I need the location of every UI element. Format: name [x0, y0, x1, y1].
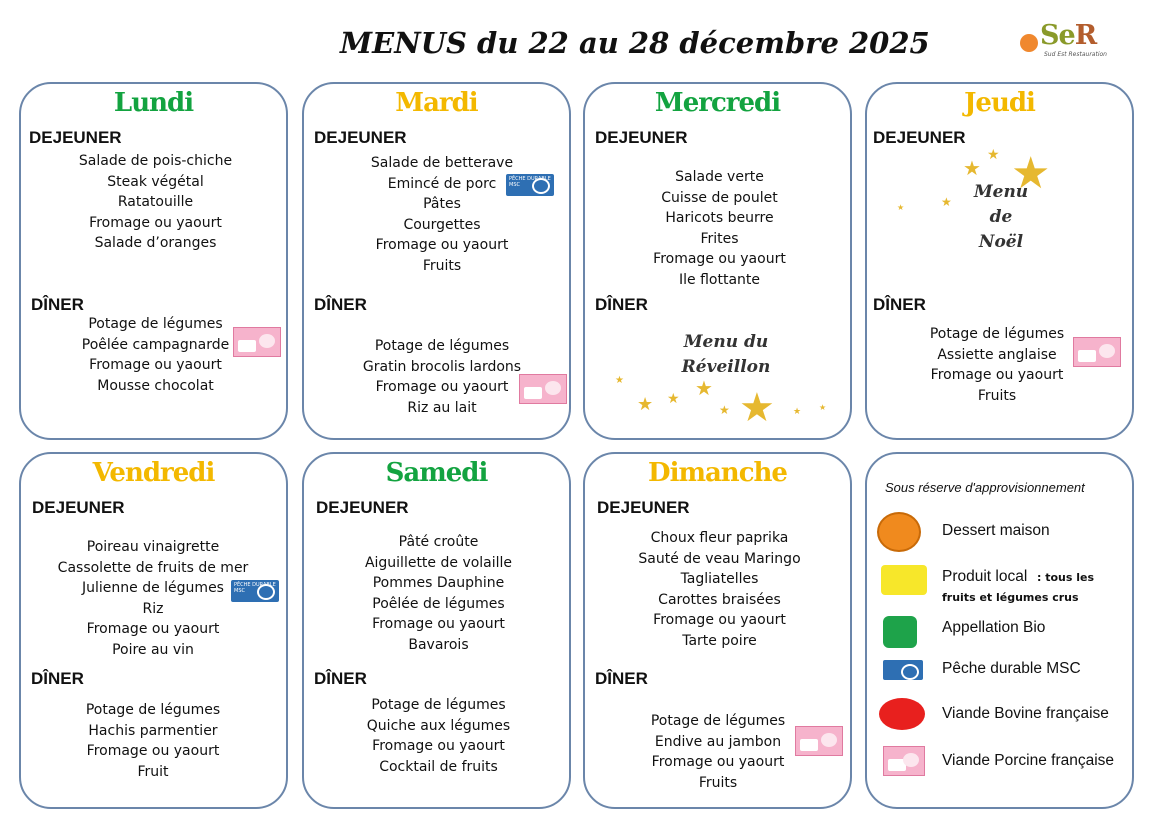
star-icon: ★: [615, 375, 624, 386]
menu-item: Fromage ou yaourt: [89, 357, 222, 373]
reveillon-decoration: [607, 324, 847, 436]
star-icon: ★: [695, 376, 713, 400]
day-card-mercredi: [583, 82, 852, 440]
star-icon: ★: [667, 391, 680, 407]
day-title: Samedi: [385, 458, 488, 488]
menu-item: Pâté croûte: [398, 534, 479, 550]
menu-item: Fruits: [422, 257, 462, 274]
menu-item: Mousse chocolat: [97, 377, 214, 394]
legend-note: : tous les: [1037, 571, 1095, 584]
viande-porcine-icon: [1073, 337, 1121, 367]
day-card-samedi: [302, 452, 571, 809]
logo-tagline: Sud Est Restauration: [1044, 51, 1107, 58]
bovine-icon: [879, 698, 925, 730]
menu-item: Haricots beurre: [665, 210, 774, 226]
menu-item: Tagliatelles: [680, 571, 759, 587]
menu-item: Poireau vinaigrette: [86, 539, 220, 555]
legend-label: Produit local: [942, 568, 1028, 585]
menu-item: Fromage ou yaourt: [372, 616, 505, 632]
menu-item: Steak végétal: [107, 173, 204, 190]
lunch-label: DEJEUNER: [29, 128, 122, 147]
legend-label: Appellation Bio: [942, 619, 1046, 636]
star-icon: ★: [987, 147, 1000, 163]
reveillon-line: Réveillon: [681, 357, 771, 377]
menu-item: Cassolette de fruits de mer: [57, 559, 249, 576]
menu-item: Sauté de veau Maringo: [638, 550, 801, 567]
menu-item: Salade verte: [675, 169, 764, 185]
msc-icon: PÊCHE DURABLE MSC: [506, 174, 554, 196]
noel-line: de: [989, 207, 1013, 227]
menu-item: Poire au vin: [112, 641, 194, 658]
star-icon: ★: [941, 195, 952, 209]
menu-item: Potage de légumes: [88, 316, 223, 332]
lunch-label: DEJEUNER: [32, 498, 125, 517]
menu-item: Choux fleur paprika: [650, 530, 789, 546]
dinner-label: DÎNER: [595, 669, 648, 688]
menu-item: Courgettes: [403, 216, 481, 233]
star-icon: ★: [897, 203, 905, 212]
day-card-mardi: [302, 82, 571, 440]
logo-fruit-icon: [1020, 34, 1038, 52]
menu-item: Salade de pois-chiche: [78, 153, 233, 169]
lunch-label: DEJEUNER: [873, 128, 966, 147]
menu-item: Fromage ou yaourt: [653, 251, 786, 267]
star-icon: ★: [637, 394, 654, 415]
dinner-label: DÎNER: [314, 669, 367, 688]
porcine-icon: [883, 746, 925, 776]
lunch-list: [21, 151, 290, 254]
menu-item: Julienne de légumes: [82, 580, 224, 596]
menu-item: Bavarois: [408, 636, 469, 653]
menu-item: Frites: [700, 230, 739, 247]
menu-item: Pommes Dauphine: [372, 575, 505, 591]
menu-item: Emincé de porc: [387, 175, 497, 192]
day-title: Mercredi: [654, 88, 781, 118]
noel-line: Menu: [973, 182, 1029, 202]
menu-item: Potage de légumes: [650, 713, 786, 729]
day-card-vendredi: [19, 452, 288, 809]
legend-label: Pêche durable MSC: [942, 660, 1081, 677]
day-card-dimanche: [583, 452, 852, 809]
menu-item: Hachis parmentier: [88, 722, 218, 739]
page-title: MENUS du 22 au 28 décembre 2025: [340, 26, 930, 60]
menu-item: Riz au lait: [407, 399, 477, 416]
menu-item: Assiette anglaise: [937, 346, 1057, 363]
menu-item: Quiche aux légumes: [366, 717, 511, 734]
ser-logo: [1016, 20, 1131, 60]
menu-item: Ratatouille: [117, 194, 194, 210]
menu-item: Fromage ou yaourt: [86, 743, 220, 759]
viande-porcine-icon: [233, 327, 281, 357]
dinner-list: [21, 700, 285, 782]
star-icon: ★: [719, 403, 730, 417]
dinner-label: DÎNER: [31, 295, 84, 314]
menu-item: Poêlée de légumes: [372, 595, 505, 612]
logo-brand-b: R: [1074, 20, 1097, 51]
menu-item: Tarte poire: [682, 632, 757, 649]
menu-item: Fromage ou yaourt: [375, 237, 509, 253]
day-title: Jeudi: [964, 88, 1035, 118]
noel-line: Noël: [978, 232, 1024, 252]
legend-title: Sous réserve d'approvisionnement: [885, 480, 1085, 495]
menu-item: Salade d’oranges: [94, 235, 217, 251]
day-card-jeudi: [865, 82, 1134, 440]
menu-item: Fromage ou yaourt: [89, 214, 222, 231]
lunch-label: DEJEUNER: [597, 498, 690, 517]
legend-card: [865, 452, 1134, 809]
day-card-lundi: [19, 82, 288, 440]
star-icon: ★: [963, 156, 981, 180]
dinner-label: DÎNER: [314, 295, 367, 314]
menu-item: Fromage ou yaourt: [651, 754, 785, 770]
dinner-label: DÎNER: [31, 669, 84, 688]
dinner-label: DÎNER: [595, 295, 648, 314]
msc-icon: PÊCHE DURABLE MSC: [231, 580, 279, 602]
bio-icon: [883, 616, 917, 648]
day-title: Vendredi: [92, 458, 215, 488]
viande-porcine-icon: [795, 726, 843, 756]
dessert-maison-icon: [877, 512, 921, 552]
star-icon: ★: [1011, 148, 1051, 199]
menu-item: Gratin brocolis lardons: [362, 358, 522, 375]
star-icon: ★: [739, 385, 775, 431]
menu-item: Aiguillette de volaille: [364, 554, 513, 571]
menu-item: Cuisse de poulet: [661, 189, 778, 206]
noel-decoration: [891, 148, 1071, 258]
menu-item: Salade de betterave: [370, 155, 514, 171]
menu-item: Fruits: [977, 387, 1017, 404]
menu-item: Potage de légumes: [371, 697, 506, 713]
menu-item: Riz: [142, 600, 164, 617]
lunch-label: DEJEUNER: [316, 498, 409, 517]
menu-item: Endive au jambon: [654, 733, 782, 750]
menu-item: Ile flottante: [679, 271, 760, 288]
menu-item: Fromage ou yaourt: [930, 367, 1064, 383]
day-title: Lundi: [113, 88, 194, 118]
menu-item: Poêlée campagnarde: [81, 336, 230, 353]
menu-item: Cocktail de fruits: [379, 758, 498, 775]
menu-item: Potage de légumes: [929, 326, 1065, 342]
lunch-list: [585, 167, 854, 290]
lunch-list: [304, 532, 573, 655]
logo-brand-a: Se: [1040, 20, 1075, 51]
day-title: Mardi: [395, 88, 478, 118]
legend-label: Dessert maison: [942, 522, 1050, 539]
menu-item: Fromage ou yaourt: [372, 738, 505, 754]
menu-item: Fromage ou yaourt: [375, 379, 509, 395]
reveillon-line: Menu du: [683, 332, 769, 352]
lunch-list: [585, 528, 854, 651]
lunch-list: [304, 153, 580, 276]
menu-item: Fromage ou yaourt: [86, 621, 220, 637]
star-icon: ★: [819, 403, 827, 412]
menu-item: Potage de légumes: [374, 338, 510, 354]
lunch-label: DEJEUNER: [314, 128, 407, 147]
legend-label: Viande Bovine française: [942, 705, 1109, 722]
menu-item: Carottes braisées: [658, 591, 781, 608]
menu-item: Pâtes: [423, 196, 461, 212]
menu-item: Fromage ou yaourt: [653, 612, 786, 628]
day-title: Dimanche: [648, 458, 787, 488]
menu-item: Fruit: [137, 763, 169, 780]
star-icon: ★: [793, 407, 802, 417]
legend-note: fruits et légumes crus: [942, 591, 1079, 604]
legend-label: Viande Porcine française: [942, 752, 1115, 769]
menu-item: Fruits: [698, 774, 738, 791]
lunch-label: DEJEUNER: [595, 128, 688, 147]
menu-item: Potage de légumes: [85, 702, 221, 718]
viande-porcine-icon: [519, 374, 567, 404]
dinner-label: DÎNER: [873, 295, 926, 314]
dinner-list: [304, 695, 573, 777]
msc-icon: [883, 660, 923, 680]
produit-local-icon: [881, 565, 927, 595]
